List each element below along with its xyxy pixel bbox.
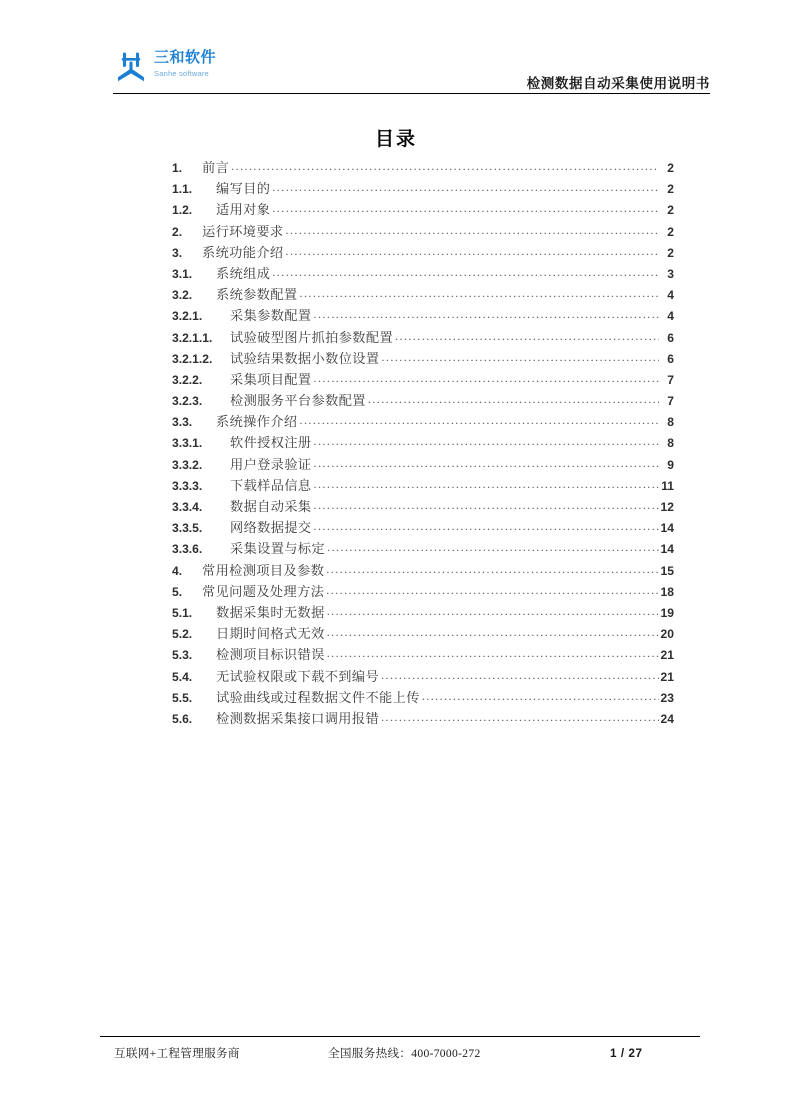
toc-leader-dots bbox=[272, 202, 659, 214]
toc-entry-page-number: 12 bbox=[660, 500, 674, 514]
toc-entry-label: 采集项目配置 bbox=[230, 371, 312, 387]
toc-entry[interactable] bbox=[172, 348, 674, 369]
footer-page-number: 1 / 27 bbox=[610, 1046, 643, 1060]
toc-entry[interactable] bbox=[172, 560, 674, 581]
toc-entry[interactable] bbox=[172, 178, 674, 199]
toc-entry-page-number: 4 bbox=[667, 288, 674, 303]
toc-entry-number: 3.3.6. bbox=[172, 542, 203, 557]
toc-entry-number: 5.4. bbox=[172, 669, 193, 684]
toc-entry-page-number: 14 bbox=[660, 542, 674, 557]
toc-entry[interactable] bbox=[172, 221, 674, 242]
toc-leader-dots bbox=[314, 499, 659, 511]
toc-entry-number: 3.2.2. bbox=[172, 372, 203, 387]
toc-leader-dots bbox=[286, 224, 659, 236]
toc-entry-label: 检测项目标识错误 bbox=[216, 647, 325, 663]
toc-entry-number: 1.1. bbox=[172, 182, 193, 197]
toc-leader-dots bbox=[326, 584, 659, 596]
toc-entry-number: 3.1. bbox=[172, 266, 193, 281]
toc-entry[interactable] bbox=[172, 390, 674, 411]
toc-leader-dots bbox=[314, 478, 659, 490]
toc-entry-number: 5. bbox=[172, 584, 183, 599]
toc-entry[interactable] bbox=[172, 602, 674, 623]
toc-entry-number: 1.2. bbox=[172, 203, 193, 218]
toc-entry-number: 5.2. bbox=[172, 627, 193, 642]
toc-entry[interactable] bbox=[172, 432, 674, 453]
toc-entry-page-number: 3 bbox=[667, 266, 674, 281]
logo-name-en: Sanhe software bbox=[154, 68, 209, 78]
toc-entry-label: 前言 bbox=[202, 160, 230, 175]
toc-entry[interactable] bbox=[172, 666, 674, 687]
toc-entry[interactable] bbox=[172, 284, 674, 305]
toc-entry-number: 4. bbox=[172, 563, 183, 578]
toc-entry-number: 3.2.1.2. bbox=[172, 351, 213, 366]
toc-entry-page-number: 2 bbox=[667, 224, 674, 239]
toc-leader-dots bbox=[314, 520, 659, 532]
toc-entry-page-number: 2 bbox=[667, 182, 674, 197]
toc-entry[interactable] bbox=[172, 305, 674, 326]
toc-leader-dots bbox=[300, 287, 659, 299]
toc-leader-dots bbox=[231, 160, 659, 172]
header-divider bbox=[113, 93, 710, 94]
toc-entry-number: 3. bbox=[172, 245, 183, 260]
toc-entry-label: 编写目的 bbox=[216, 181, 271, 197]
toc-entry-label: 系统组成 bbox=[216, 265, 271, 281]
footer-divider bbox=[100, 1036, 700, 1037]
toc-entry-page-number: 23 bbox=[660, 690, 674, 705]
toc-leader-dots bbox=[422, 690, 659, 702]
company-logo bbox=[113, 47, 216, 84]
logo-wordmark bbox=[154, 47, 216, 79]
toc-entry-number: 3.2.1.1. bbox=[172, 330, 213, 345]
toc-leader-dots bbox=[286, 245, 659, 257]
toc-entry[interactable] bbox=[172, 517, 674, 538]
toc-entry-page-number: 8 bbox=[667, 415, 674, 430]
toc-leader-dots bbox=[272, 266, 659, 278]
toc-entry-page-number: 18 bbox=[660, 584, 674, 599]
toc-entry-page-number: 7 bbox=[667, 372, 674, 387]
toc-leader-dots bbox=[327, 541, 659, 553]
toc-entry-label: 数据采集时无数据 bbox=[216, 604, 325, 620]
toc-entry-label: 无试验权限或下载不到编号 bbox=[216, 668, 380, 684]
toc-entry-page-number: 6 bbox=[667, 351, 674, 366]
toc-entry-page-number: 19 bbox=[660, 605, 674, 620]
toc-entry-page-number: 20 bbox=[660, 627, 674, 642]
toc-leader-dots bbox=[381, 351, 659, 363]
header-document-title: 检测数据自动采集使用说明书 bbox=[526, 76, 710, 91]
toc-entry[interactable] bbox=[172, 411, 674, 432]
toc-entry-number: 3.3.5. bbox=[172, 521, 203, 536]
toc-entry-page-number: 21 bbox=[660, 648, 674, 663]
toc-entry-page-number: 4 bbox=[667, 309, 674, 324]
toc-entry-number: 5.5. bbox=[172, 690, 193, 705]
toc-entry-label: 数据自动采集 bbox=[230, 499, 312, 514]
toc-entry-label: 采集设置与标定 bbox=[230, 541, 326, 557]
toc-entry-label: 适用对象 bbox=[216, 202, 271, 218]
toc-entry-label: 系统功能介绍 bbox=[202, 244, 284, 260]
toc-entry-number: 3.2.3. bbox=[172, 394, 203, 409]
toc-entry-number: 5.1. bbox=[172, 605, 193, 620]
toc-entry-label: 常用检测项目及参数 bbox=[202, 562, 325, 578]
toc-entry-label: 运行环境要求 bbox=[202, 223, 284, 239]
toc-leader-dots bbox=[327, 605, 659, 617]
toc-entry-number: 3.3. bbox=[172, 415, 193, 430]
toc-entry-number: 5.6. bbox=[172, 711, 193, 726]
toc-entry-page-number: 21 bbox=[660, 669, 674, 684]
toc-leader-dots bbox=[314, 457, 659, 469]
toc-entry-label: 日期时间格式无效 bbox=[216, 626, 325, 642]
toc-entry-number: 2. bbox=[172, 224, 183, 239]
toc-entry[interactable] bbox=[172, 623, 674, 644]
toc-leader-dots bbox=[327, 647, 659, 659]
toc-entry-page-number: 2 bbox=[667, 203, 674, 218]
toc-entry-label: 检测数据采集接口调用报错 bbox=[216, 710, 380, 726]
page-header bbox=[0, 0, 792, 100]
toc-entry-label: 试验结果数据小数位设置 bbox=[230, 350, 380, 366]
toc-entry[interactable] bbox=[172, 263, 674, 284]
toc-entry[interactable] bbox=[172, 708, 674, 729]
toc-entry-page-number: 11 bbox=[661, 478, 674, 493]
toc-entry-label: 试验破型图片抓拍参数配置 bbox=[230, 329, 394, 345]
toc-entry-number: 3.3.3. bbox=[172, 478, 203, 493]
toc-entry-number: 3.2.1. bbox=[172, 309, 203, 324]
toc-leader-dots bbox=[314, 308, 659, 320]
toc-entry[interactable] bbox=[172, 157, 674, 178]
toc-entry-page-number: 9 bbox=[667, 457, 674, 472]
page-title: 目录 bbox=[374, 129, 417, 150]
toc-leader-dots bbox=[381, 711, 659, 723]
toc-entry-number: 3.3.4. bbox=[172, 500, 203, 514]
toc-leader-dots bbox=[368, 393, 659, 405]
toc-entry-label: 网络数据提交 bbox=[230, 520, 312, 536]
toc-entry-number: 3.2. bbox=[172, 288, 193, 303]
toc-entry[interactable] bbox=[172, 199, 674, 220]
toc-leader-dots bbox=[300, 414, 659, 426]
toc-entry-page-number: 6 bbox=[667, 330, 674, 345]
toc-entry-page-number: 8 bbox=[667, 436, 674, 451]
toc-entry-label: 试验曲线或过程数据文件不能上传 bbox=[216, 689, 420, 705]
toc-entry-label: 系统参数配置 bbox=[216, 287, 298, 303]
toc-entry-label: 用户登录验证 bbox=[230, 456, 312, 472]
toc-entry[interactable] bbox=[172, 327, 674, 348]
sanhe-tripod-logo-icon bbox=[113, 48, 149, 84]
toc-leader-dots bbox=[326, 563, 659, 575]
toc-entry[interactable] bbox=[172, 581, 674, 602]
toc-entry-number: 3.3.1. bbox=[172, 436, 203, 451]
toc-entry-page-number: 7 bbox=[667, 394, 674, 409]
toc-entry[interactable] bbox=[172, 496, 674, 517]
toc-entry-label: 检测服务平台参数配置 bbox=[230, 393, 366, 409]
toc-entry-page-number: 2 bbox=[667, 245, 674, 260]
page-footer bbox=[100, 1042, 700, 1064]
toc-entry-number: 3.3.2. bbox=[172, 457, 203, 472]
toc-entry[interactable] bbox=[172, 644, 674, 665]
toc-entry-page-number: 15 bbox=[660, 563, 674, 578]
logo-name-cn: 三和软件 bbox=[154, 49, 217, 66]
toc-entry[interactable] bbox=[172, 242, 674, 263]
footer-hotline: 全国服务热线：400-7000-272 bbox=[328, 1047, 481, 1060]
toc-leader-dots bbox=[314, 435, 659, 447]
toc-entry-label: 软件授权注册 bbox=[230, 435, 312, 451]
toc-entry-page-number: 24 bbox=[660, 711, 674, 726]
toc-entry-label: 下载样品信息 bbox=[230, 477, 312, 493]
toc-leader-dots bbox=[327, 626, 659, 638]
toc-entry[interactable] bbox=[172, 475, 674, 496]
toc-entry-page-number: 2 bbox=[667, 161, 674, 175]
footer-tagline: 互联网+工程管理服务商 bbox=[114, 1047, 240, 1060]
toc-entry-number: 1. bbox=[172, 161, 183, 175]
toc-entry[interactable] bbox=[172, 687, 674, 708]
toc-entry-label: 系统操作介绍 bbox=[216, 414, 298, 430]
toc-entry[interactable] bbox=[172, 538, 674, 559]
toc-leader-dots bbox=[314, 372, 659, 384]
toc-entry-label: 常见问题及处理方法 bbox=[202, 583, 325, 599]
toc-leader-dots bbox=[381, 669, 659, 681]
toc-leader-dots bbox=[272, 181, 659, 193]
table-of-contents bbox=[172, 157, 674, 729]
toc-entry[interactable] bbox=[172, 369, 674, 390]
toc-leader-dots bbox=[395, 330, 659, 342]
toc-entry-number: 5.3. bbox=[172, 648, 193, 663]
toc-entry-label: 采集参数配置 bbox=[230, 308, 312, 324]
toc-entry[interactable] bbox=[172, 454, 674, 475]
toc-entry-page-number: 14 bbox=[660, 521, 674, 536]
